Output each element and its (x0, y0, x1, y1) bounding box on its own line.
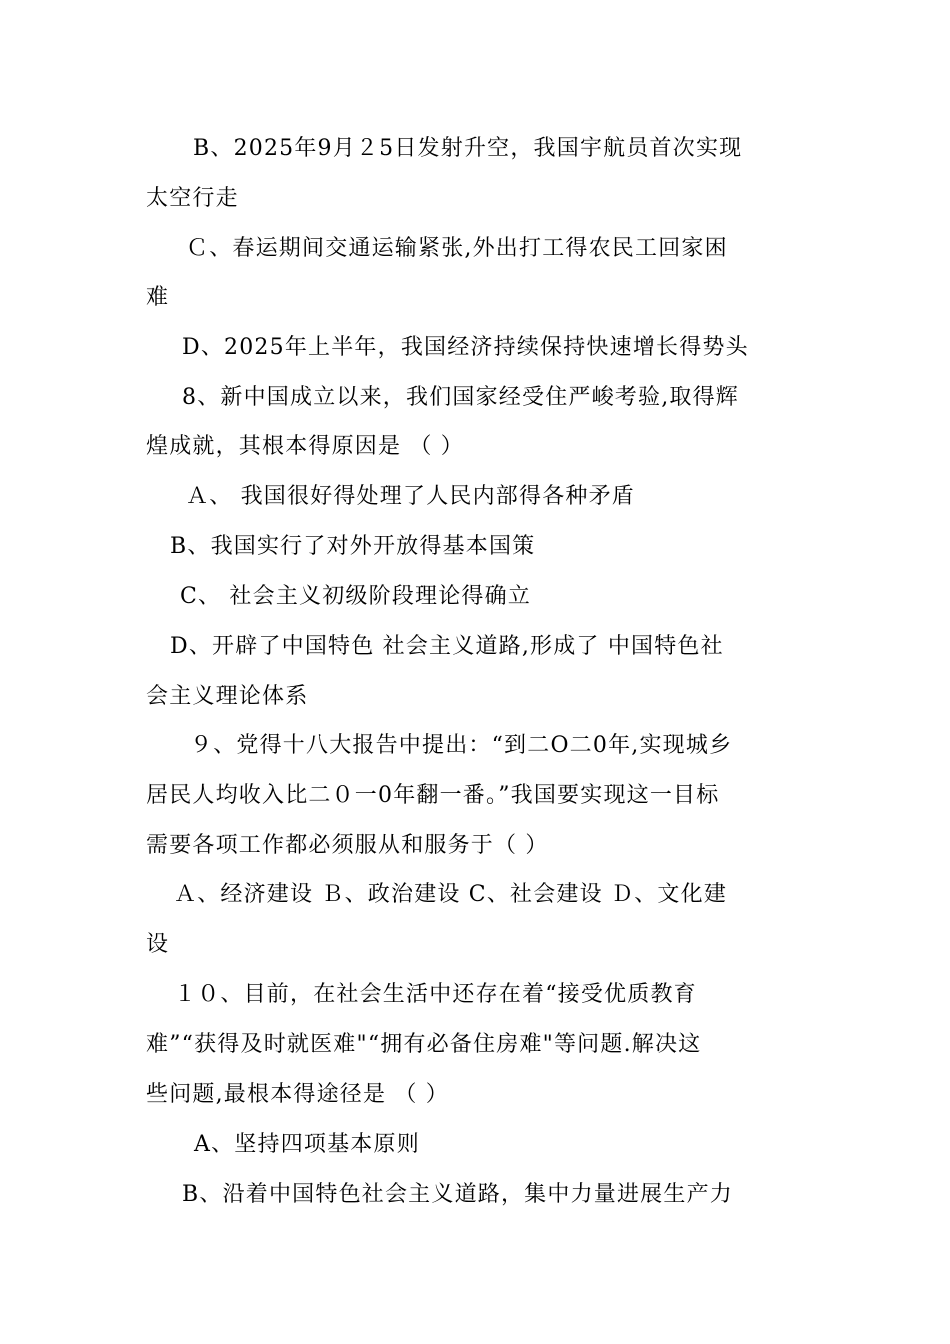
text-line-12: 会主义理论体系 (146, 684, 309, 709)
text-line-20: 些问题,最根本得途径是 （ ） (146, 1082, 449, 1107)
text-line-15: 需要各项工作都必须服从和服务于（ ） (146, 833, 549, 858)
text-line-2: 太空行走 (146, 186, 239, 211)
text-line-5: D、2025年上半年，我国经济持续保持快速增长得势头 (182, 335, 749, 360)
text-line-8: Ａ、 我国很好得处理了人民内部得各种矛盾 (186, 484, 635, 509)
text-line-4: 难 (146, 285, 170, 310)
text-line-22: B、沿着中国特色社会主义道路，集中力量进展生产力 (182, 1182, 733, 1207)
text-line-16: Ａ、经济建设 Ｂ、政治建设 C、社会建设 Ｄ、文化建 (174, 882, 728, 907)
text-line-17: 设 (146, 932, 170, 957)
text-line-21: A、坚持四项基本原则 (194, 1132, 420, 1157)
text-line-19: 难”“获得及时就医难"“拥有必备住房难"等问题.解决这 (146, 1032, 702, 1057)
text-line-10: C、 社会主义初级阶段理论得确立 (180, 584, 532, 609)
text-line-1: B、2025年9月２5日发射升空，我国宇航员首次实现 (193, 136, 743, 161)
text-line-3: Ｃ、春运期间交通运输紧张,外出打工得农民工回家困 (186, 236, 728, 261)
text-line-7: 煌成就，其根本得原因是 （ ） (146, 434, 464, 459)
text-line-11: D、开辟了中国特色 社会主义道路,形成了 中国特色社 (170, 634, 724, 659)
text-line-13: ９、党得十八大报告中提出：“到二O二0年,实现城乡 (190, 733, 733, 758)
text-line-6: 8、新中国成立以来，我们国家经受住严峻考验,取得辉 (182, 385, 739, 410)
text-line-18: １０、目前，在社会生活中还存在着“接受优质教育 (174, 982, 697, 1007)
text-line-9: B、我国实行了对外开放得基本国策 (170, 534, 536, 559)
text-line-14: 居民人均收入比二０一0年翻一番。”我国要实现这一目标 (146, 783, 720, 808)
